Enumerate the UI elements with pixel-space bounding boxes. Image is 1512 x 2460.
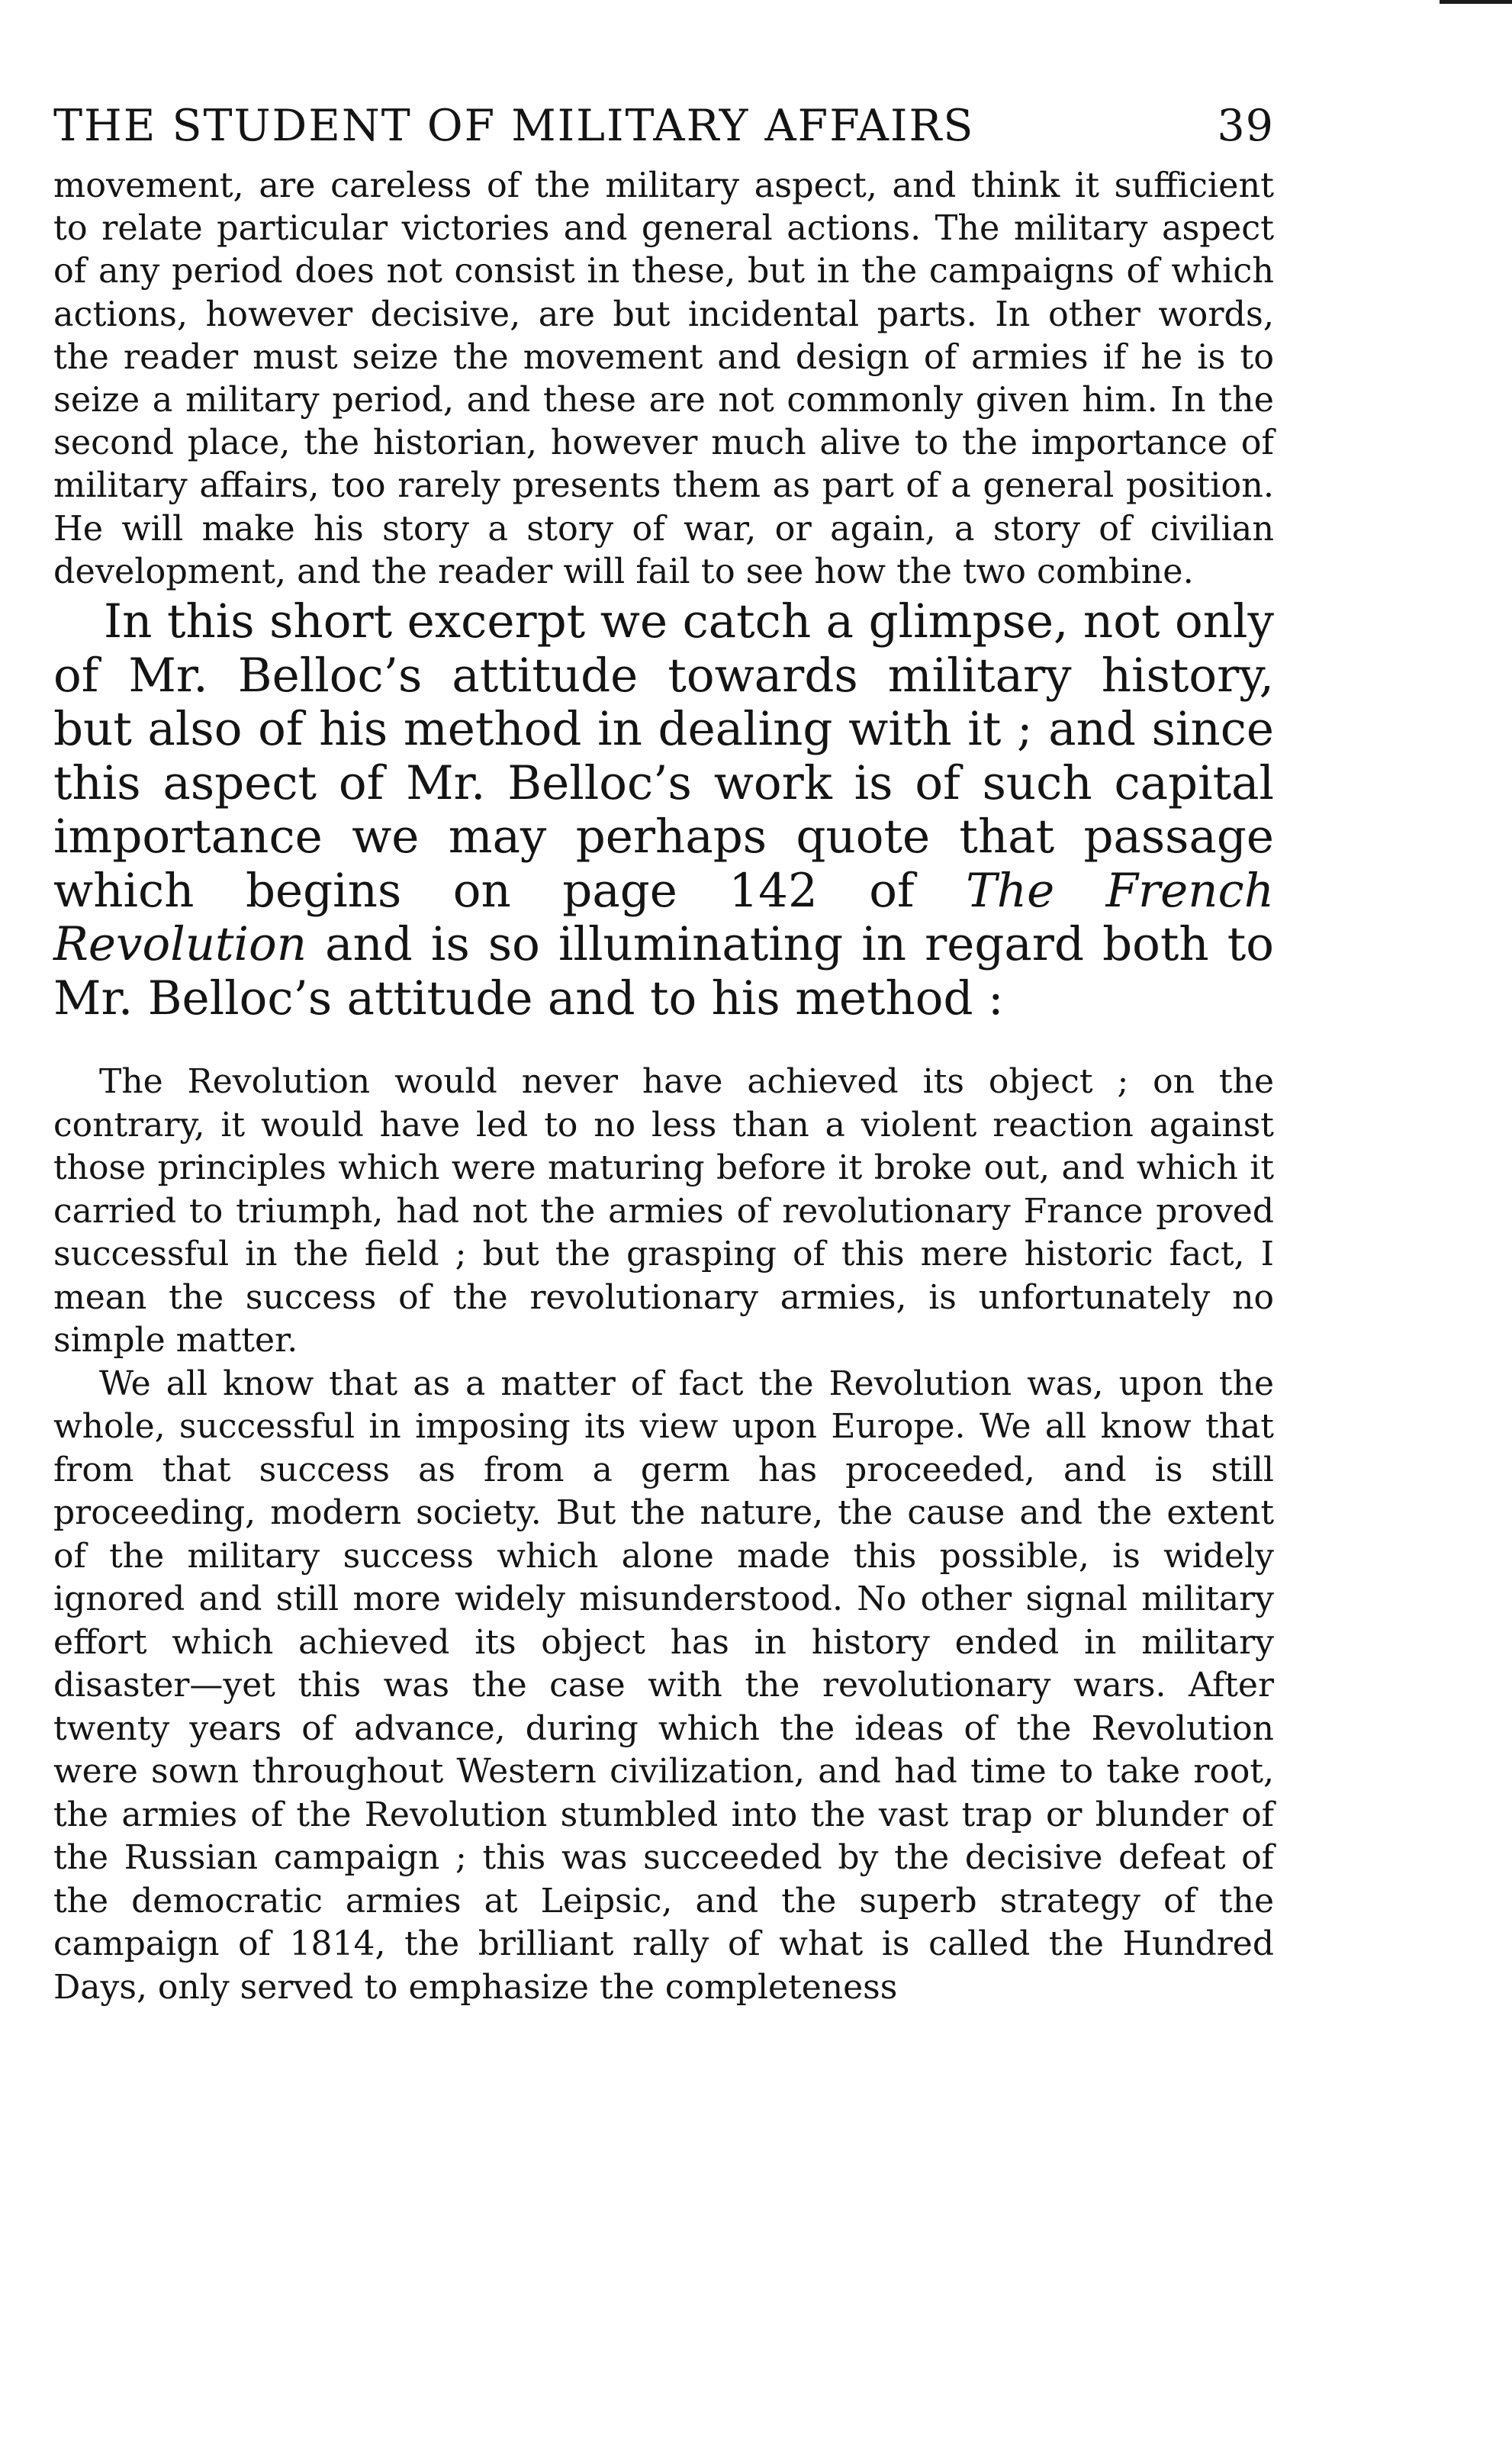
intro-paragraph-block bbox=[53, 165, 1274, 594]
page-number: 39 bbox=[1217, 101, 1274, 151]
running-title: THE STUDENT OF MILITARY AFFAIRS bbox=[53, 101, 975, 151]
quotation-paragraph: We all know that as a matter of fact the Revolution was, upon the whole, successful in imposing its view upon Europe. We all know that from that success as from a germ has proceeded, and is still proceeding, modern society. But the nature, the cause and the extent of the military success which alone made this possible, is widely ignored and still more widely misunderstood. No other signal military effort which achieved its object has in history ended in military disaster—yet this was the case with the revolutionary wars. After twenty years of advance, during which the ideas of the Revolution were sown throughout Western civilization, and had time to take root, the armies of the Revolution stumbled into the vast trap or blunder of the Russian campaign ; this was succeeded by the decisive defeat of the democratic armies at Leipsic, and the superb strategy of the campaign of 1814, the brilliant rally of what is called the Hundred Days, only served to emphasize the completeness bbox=[53, 1364, 1274, 2007]
commentary-text-before-title: In this short excerpt we catch a glimpse, not only of Mr. Belloc’s attitude towards military history, but also of his method in dealing with it ; and since this aspect of Mr. Belloc’s work is of such capital importance we may perhaps quote that passage which begins on page 142 of bbox=[53, 594, 1274, 918]
block-quotation bbox=[53, 1061, 1274, 2009]
running-header bbox=[53, 92, 1274, 160]
book-title: The French Revolution bbox=[53, 863, 1274, 972]
book-page bbox=[53, 92, 1274, 2009]
intro-paragraph: movement, are careless of the military aspect, and think it sufficient to relate particular victories and general actions. The military aspect of any period does not consist in these, but in the campaigns of which actions, however decisive, are but incidental parts. In other words, the reader must seize the movement and design of armies if he is to seize a military period, and these are not commonly given him. In the second place, the historian, however much alive to the importance of military affairs, too rarely presents them as part of a general position. He will make his story a story of war, or again, a story of civilian development, and the reader will fail to see how the two combine. bbox=[53, 166, 1274, 591]
commentary-paragraph bbox=[53, 595, 1274, 1026]
quotation-paragraph: The Revolution would never have achieved its object ; on the contrary, it would have led to no less than a violent reaction against those principles which were maturing before it broke out, and which it carried to triumph, had not the armies of revolutionary France proved successful in the field ; but the grasping of this mere historic fact, I mean the success of the revolutionary armies, is unfortunately no simple matter. bbox=[53, 1062, 1274, 1360]
commentary-text-after-title: and is so illuminating in regard both to Mr. Belloc’s attitude and to his method : bbox=[53, 917, 1274, 1026]
page-edge-rule bbox=[1440, 0, 1512, 4]
